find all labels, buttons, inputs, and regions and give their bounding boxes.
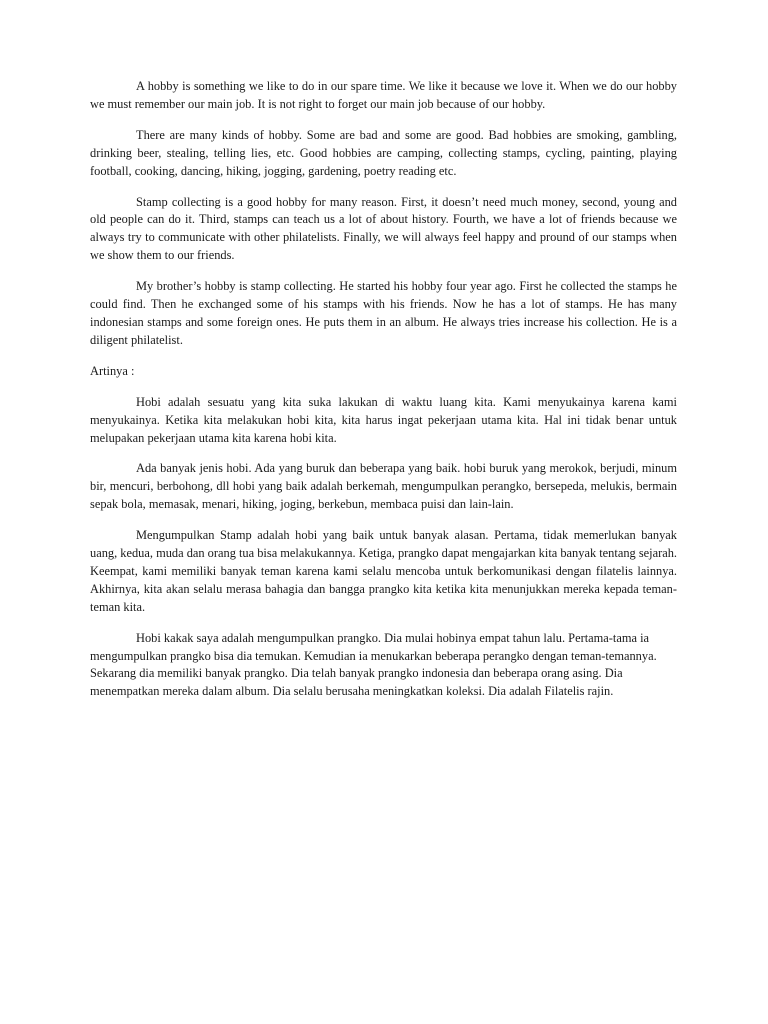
paragraph-english-1: A hobby is something we like to do in our spare time. We like it because we love it. When we do our hobby we must remember our main job. It is not right to forget our main job because of our hobby. <box>90 79 677 111</box>
document-page <box>90 78 677 714</box>
paragraph-english-4: My brother’s hobby is stamp collecting. He started his hobby four year ago. First he collected the stamps he could find. Then he exchanged some of his stamps with his friends. Now he has a lot of stamps. He has many indonesian stamps and some foreign ones. He puts them in an album. He always tries increase his collection. He is a diligent philatelist. <box>90 279 677 347</box>
paragraph-indonesian-3: Mengumpulkan Stamp adalah hobi yang baik untuk banyak alasan. Pertama, tidak memerlukan banyak uang, kedua, muda dan orang tua bisa melakukannya. Ketiga, prangko dapat mengajarkan kita banyak tentang sejarah. Keempat, kami memiliki banyak teman karena kami selalu mencoba untuk berkomunikasi dengan filatelis lainnya. Akhirnya, kita akan selalu merasa bahagia dan bangga prangko kita ketika kita menunjukkan mereka kepada teman-teman kita. <box>90 528 677 614</box>
paragraph-english-3: Stamp collecting is a good hobby for many reason. First, it doesn’t need much money, second, young and old people can do it. Third, stamps can teach us a lot of about history. Fourth, we have a lot of friends because we always try to communicate with other philatelists. Finally, we will always feel happy and pround of our stamps when we show them to our friends. <box>90 194 677 263</box>
paragraph-indonesian-2: Ada banyak jenis hobi. Ada yang buruk dan beberapa yang baik. hobi buruk yang merokok, berjudi, minum bir, mencuri, berbohong, dll hobi yang baik adalah berkemah, mengumpulkan perangko, bersepeda, melukis, bermain sepak bola, memasak, menari, hiking, joging, berkebun, membaca puisi dan lain-lain. <box>90 461 677 512</box>
paragraph-indonesian-4: Hobi kakak saya adalah mengumpulkan prangko. Dia mulai hobinya empat tahun lalu. Pertama-tama ia mengumpulkan prangko bisa dia temukan. Kemudian ia menukarkan beberapa perangko dengan teman-temannya. Sekarang dia memiliki banyak prangko. Dia telah banyak prangko indonesia dan beberapa orang asing. Dia menempatkan mereka dalam album. Dia selalu berusaha meningkatkan koleksi. Dia adalah Filatelis rajin. <box>90 630 657 699</box>
paragraph-indonesian-1: Hobi adalah sesuatu yang kita suka lakukan di waktu luang kita. Kami menyukainya karena kami menyukainya. Ketika kita melakukan hobi kita, kita harus ingat pekerjaan utama kita. Hal ini tidak benar untuk melupakan pekerjaan utama kita karena hobi kita. <box>90 394 677 445</box>
paragraph-english-2: There are many kinds of hobby. Some are bad and some are good. Bad hobbies are smoking, gambling, drinking beer, stealing, telling lies, etc. Good hobbies are camping, collecting stamps, cycling, painting, playing football, cooking, dancing, hiking, jogging, gardening, poetry reading etc. <box>90 127 677 178</box>
translation-label: Artinya : <box>90 363 135 378</box>
